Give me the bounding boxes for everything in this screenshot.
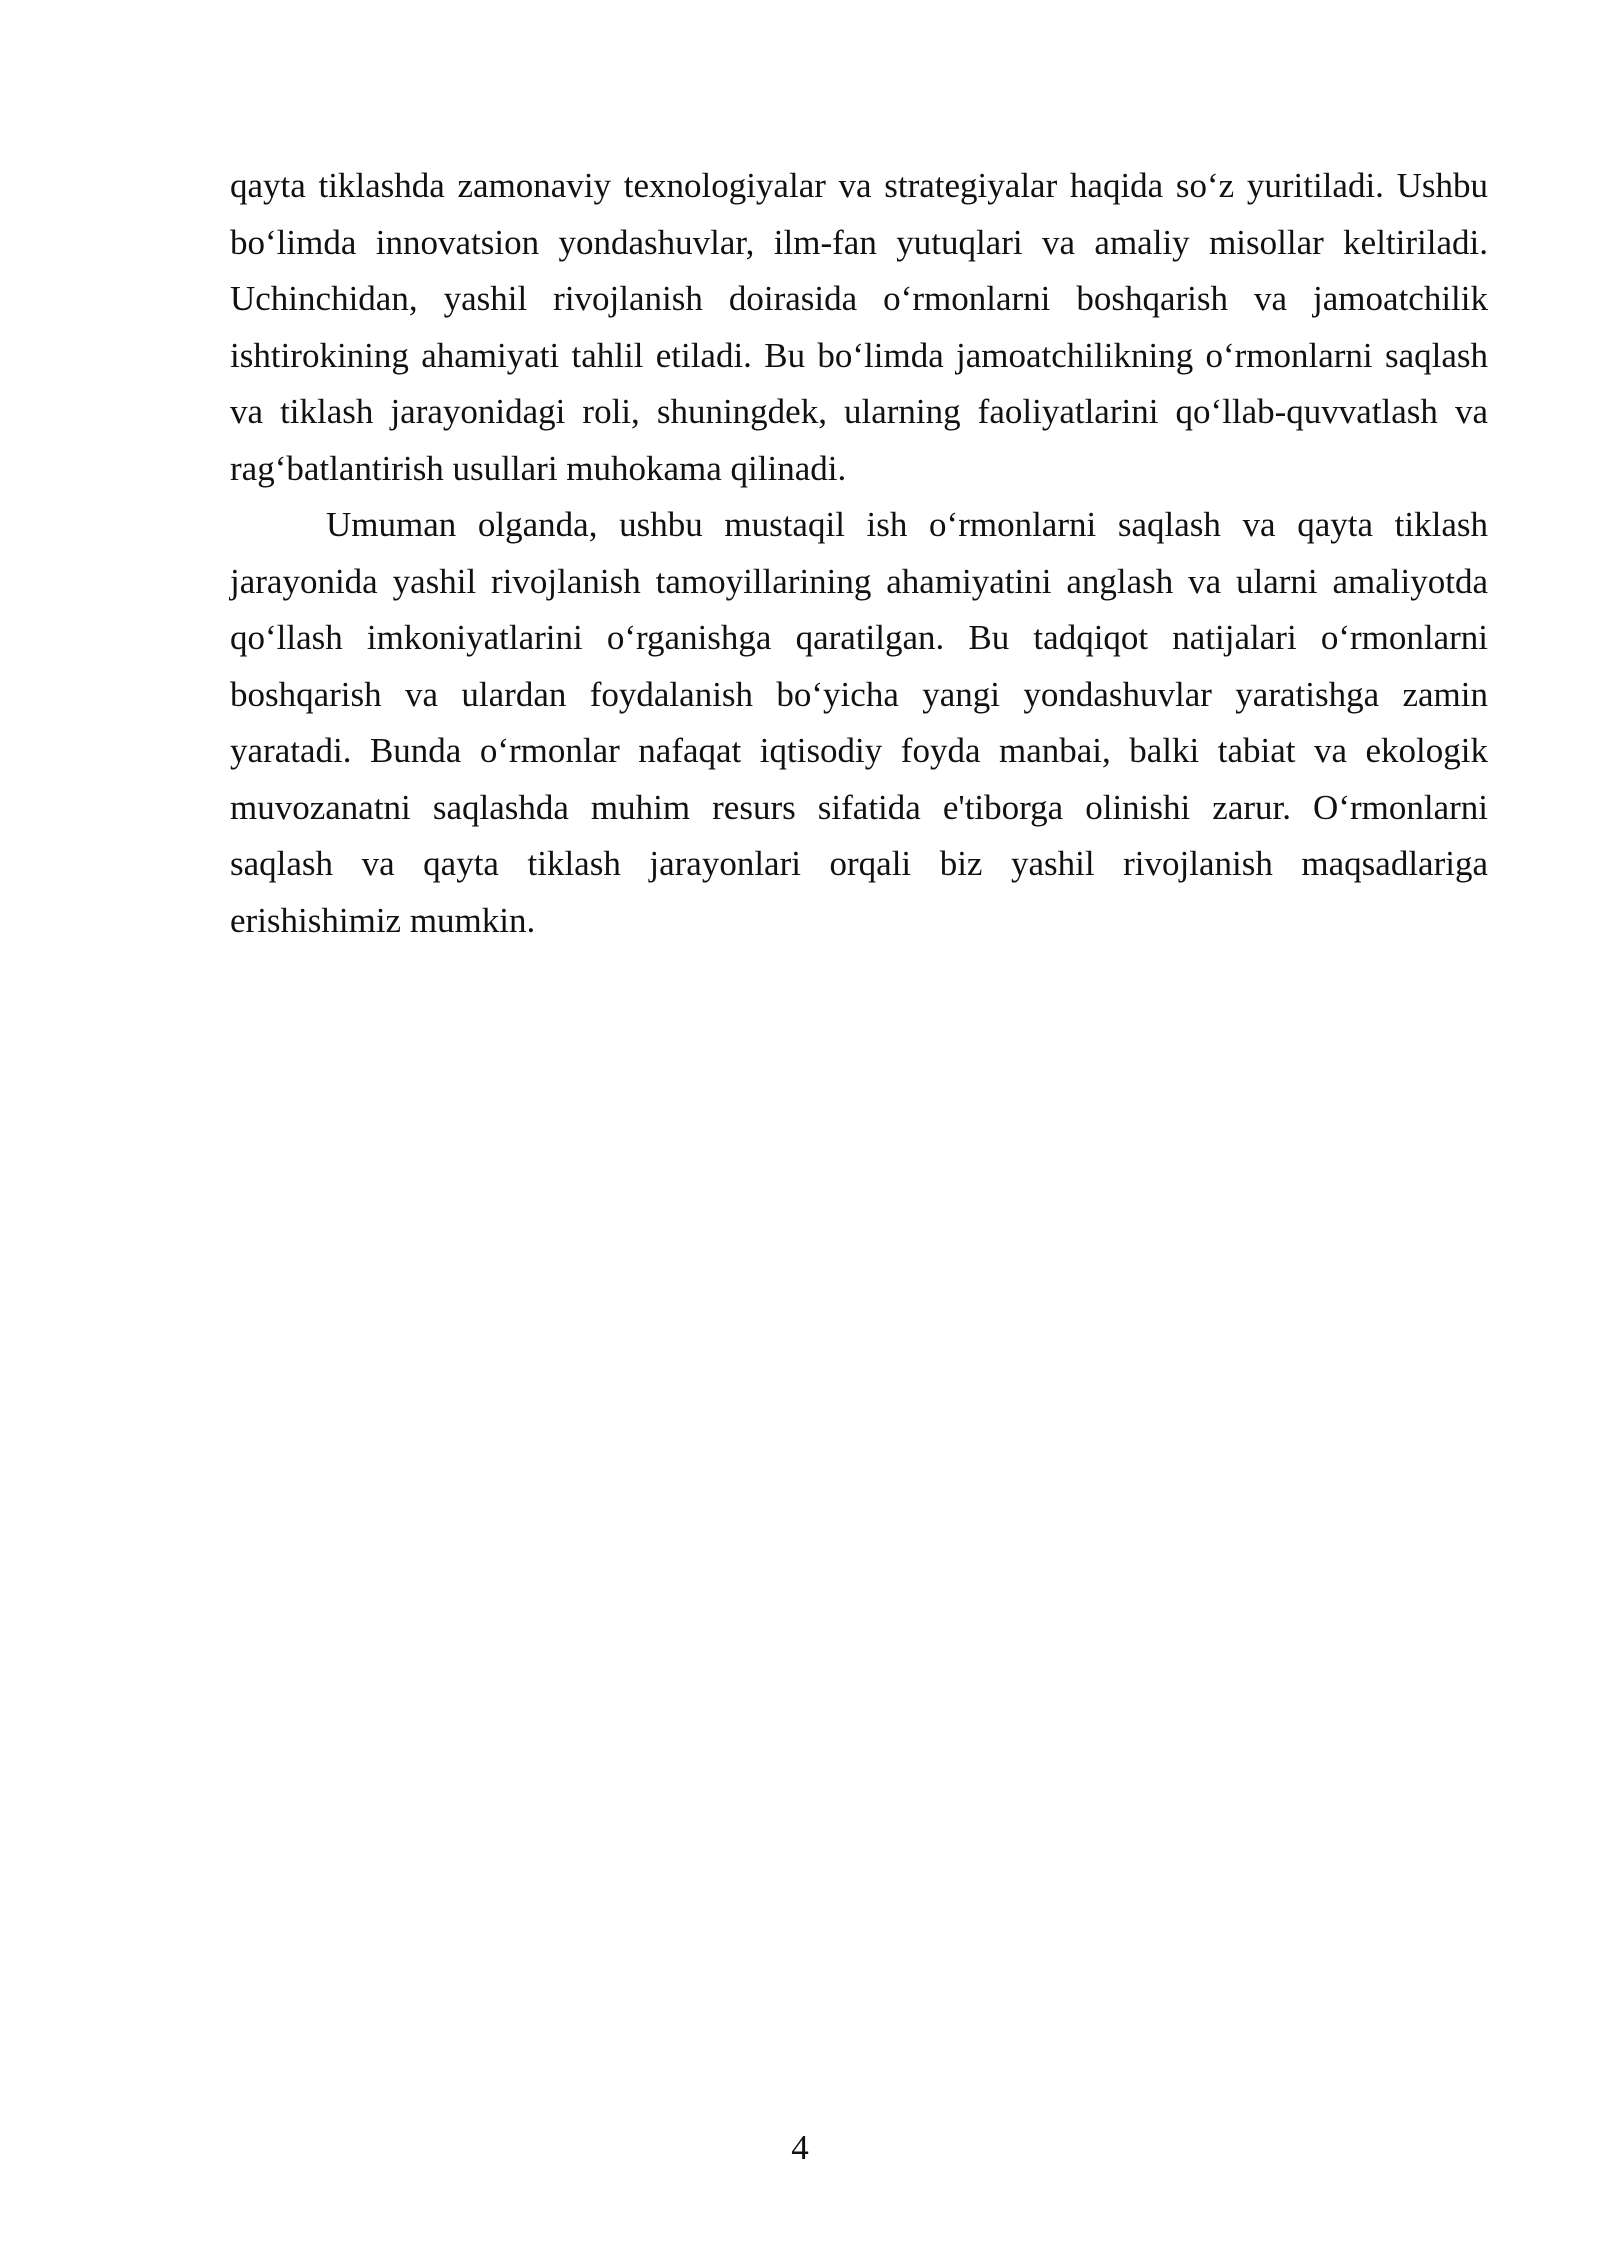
page-number: 4 xyxy=(791,2128,809,2167)
paragraph-summary: Umuman olganda, ushbu mustaqil ish o‘rmonlarni saqlash va qayta tiklash jarayonida yashil rivojlanish tamoyillarining ahamiyatini anglash va ularni amaliyotda qo‘llash imkoniyatlarini o‘rganishga qaratilgan. Bu tadqiqot natijalari o‘rmonlarni boshqarish va ulardan foydalanish bo‘yicha yangi yondashuvlar yaratishga zamin yaratadi. Bunda o‘rmonlar nafaqat iqtisodiy foyda manbai, balki tabiat va ekologik muvozanatni saqlashda muhim resurs sifatida e'tiborga olinishi zarur. O‘rmonlarni saqlash va qayta tiklash jarayonlari orqali biz yashil rivojlanish maqsadlariga erishishimiz mumkin. xyxy=(230,505,1488,940)
document-body xyxy=(230,158,1488,949)
paragraph-continued: qayta tiklashda zamonaviy texnologiyalar va strategiyalar haqida so‘z yuritiladi. Ushbu bo‘limda innovatsion yondashuvlar, ilm-fan yutuqlari va amaliy misollar keltiriladi. Uchinchidan, yashil rivojlanish doirasida o‘rmonlarni boshqarish va jamoatchilik ishtirokining ahamiyati tahlil etiladi. Bu bo‘limda jamoatchilikning o‘rmonlarni saqlash va tiklash jarayonidagi roli, shuningdek, ularning faoliyatlarini qo‘llab-quvvatlash va rag‘batlantirish usullari muhokama qilinadi. xyxy=(230,166,1488,488)
